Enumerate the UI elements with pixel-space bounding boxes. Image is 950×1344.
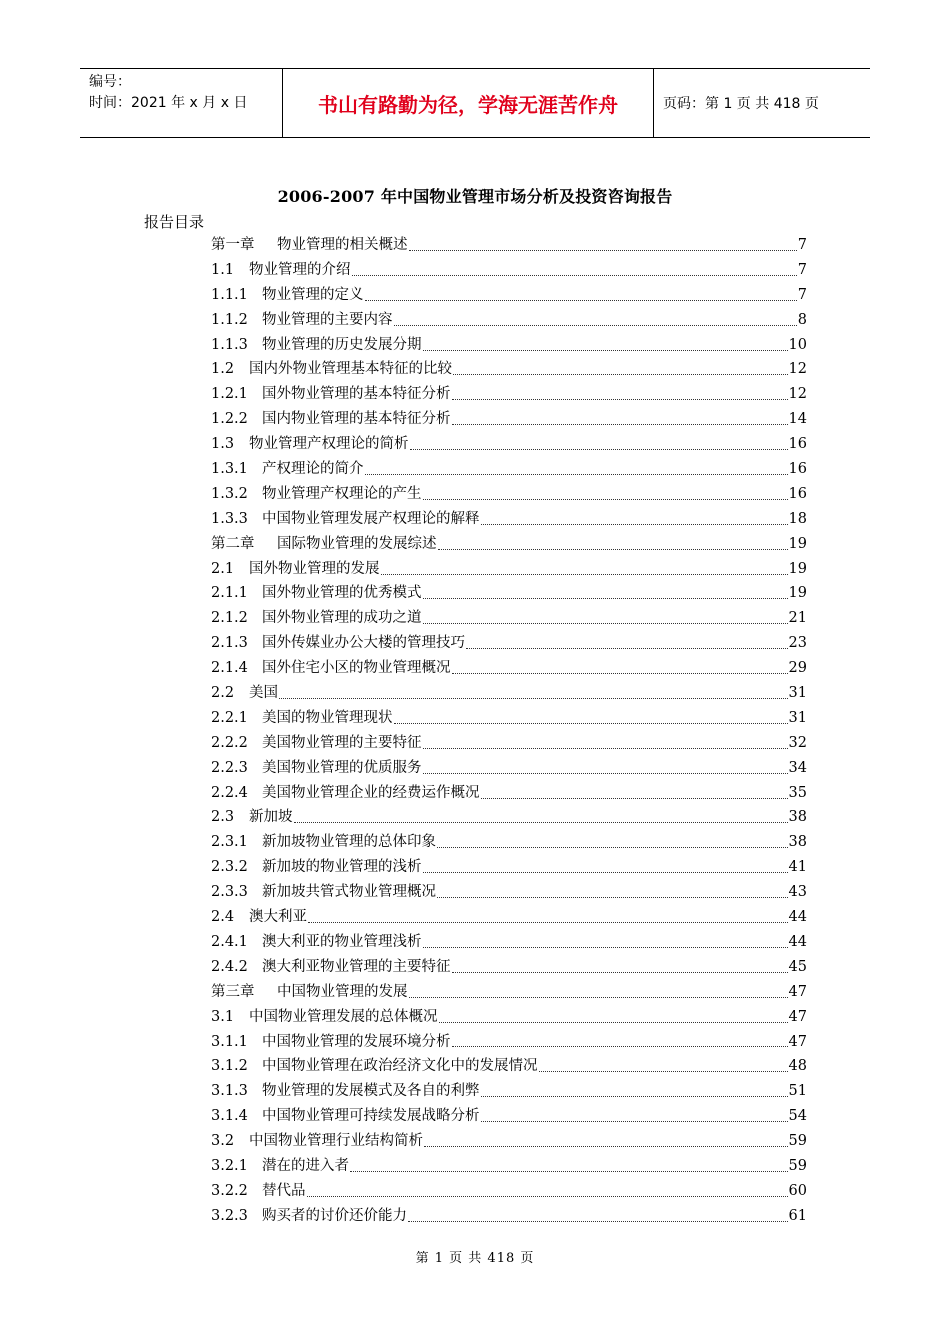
toc-entry-number: 2.3.2 [211,859,248,876]
table-of-contents [211,233,807,1229]
toc-entry-title: 替代品 [262,1182,306,1199]
toc-entry-page: 29 [788,660,807,677]
toc-dot-leader [481,798,788,799]
toc-entry-number: 1.3.2 [211,485,248,502]
toc-entry-title: 产权理论的简介 [262,461,364,478]
toc-entry[interactable] [211,308,807,333]
toc-entry[interactable] [211,1030,807,1055]
toc-entry-page: 38 [788,834,807,851]
toc-dot-leader [350,1171,788,1172]
toc-dot-leader [452,399,788,400]
toc-entry[interactable] [211,1005,807,1030]
toc-entry-number: 2.1.2 [211,610,248,627]
toc-dot-leader [481,524,788,525]
toc-entry-number: 3.1.4 [211,1108,248,1125]
toc-entry-title: 中国物业管理在政治经济文化中的发展情况 [262,1058,538,1075]
toc-dot-leader [423,499,788,500]
toc-dot-leader [452,1046,788,1047]
toc-entry-page: 18 [788,510,807,527]
toc-entry-page: 31 [788,709,807,726]
toc-entry[interactable] [211,830,807,855]
toc-entry[interactable] [211,283,807,308]
toc-entry[interactable] [211,656,807,681]
toc-entry-page: 54 [788,1108,807,1125]
toc-dot-leader [452,972,788,973]
toc-entry-title: 美国物业管理企业的经费运作概况 [262,784,480,801]
toc-entry-title: 中国物业管理的发展环境分析 [262,1033,451,1050]
toc-entry-title: 中国物业管理发展产权理论的解释 [262,510,480,527]
toc-entry[interactable] [211,880,807,905]
toc-entry-page: 16 [788,461,807,478]
toc-dot-leader [279,698,788,699]
toc-entry-number: 2.2.3 [211,759,248,776]
toc-entry-number: 2.3.3 [211,884,248,901]
toc-dot-leader [539,1071,788,1072]
toc-entry-number: 3.1.3 [211,1083,248,1100]
toc-entry-title: 物业管理的历史发展分期 [262,336,422,353]
toc-entry[interactable] [211,781,807,806]
toc-entry-page: 51 [788,1083,807,1100]
toc-entry-number: 1.3.1 [211,461,248,478]
toc-entry-page: 59 [788,1133,807,1150]
toc-dot-leader [394,723,788,724]
toc-dot-leader [439,1022,788,1023]
header-meta [80,69,282,137]
toc-entry-title: 美国物业管理的优质服务 [262,759,422,776]
header-motto: 书山有路勤为径，学海无涯苦作舟 [282,69,654,137]
toc-dot-leader [423,350,788,351]
toc-entry-title: 物业管理的介绍 [249,261,351,278]
toc-entry-page: 10 [788,336,807,353]
toc-entry-title: 国际物业管理的发展综述 [277,535,437,552]
toc-entry-page: 47 [788,983,807,1000]
toc-entry-page: 38 [788,809,807,826]
toc-entry-page: 45 [788,958,807,975]
toc-entry-title: 美国的物业管理现状 [262,709,393,726]
toc-entry[interactable] [211,805,807,830]
toc-dot-leader [423,773,788,774]
toc-entry-number: 1.2 [211,361,235,378]
toc-entry-number: 第一章 [211,237,255,253]
toc-entry-title: 物业管理的主要内容 [262,311,393,328]
toc-entry-title: 购买者的讨价还价能力 [262,1207,407,1224]
toc-entry-page: 47 [788,1008,807,1025]
toc-entry-page: 8 [797,311,807,328]
toc-entry-number: 1.1.2 [211,311,248,328]
toc-entry-title: 澳大利亚物业管理的主要特征 [262,958,451,975]
toc-entry-page: 19 [788,560,807,577]
toc-entry[interactable] [211,980,807,1005]
toc-entry-title: 中国物业管理发展的总体概况 [249,1008,438,1025]
toc-dot-leader [381,574,788,575]
date-line: 时间：2021 年 x 月 x 日 [89,95,248,111]
toc-entry-page: 48 [788,1058,807,1075]
toc-entry[interactable] [211,731,807,756]
toc-entry-page: 12 [788,386,807,403]
toc-entry-number: 第三章 [211,983,255,1000]
toc-entry-number: 2.1 [211,560,235,577]
toc-entry-number: 2.1.1 [211,585,248,602]
toc-entry-title: 国外物业管理的发展 [249,560,380,577]
toc-entry-title: 美国物业管理的主要特征 [262,734,422,751]
toc-entry-page: 7 [797,237,807,253]
toc-dot-leader [294,822,788,823]
toc-entry-page: 61 [788,1207,807,1224]
toc-entry-number: 2.4 [211,909,235,926]
toc-entry-number: 1.1.3 [211,336,248,353]
toc-entry-number: 1.3.3 [211,510,248,527]
toc-entry-number: 2.4.1 [211,933,248,950]
toc-dot-leader [394,325,797,326]
toc-entry[interactable] [211,333,807,358]
toc-dot-leader [453,374,788,375]
toc-entry-number: 1.1 [211,261,235,278]
toc-dot-leader [452,673,788,674]
toc-entry[interactable] [211,1104,807,1129]
toc-entry[interactable] [211,482,807,507]
toc-entry[interactable] [211,855,807,880]
toc-dot-leader [423,872,788,873]
toc-entry-title: 新加坡共管式物业管理概况 [262,884,436,901]
toc-entry-title: 物业管理的发展模式及各自的利弊 [262,1083,480,1100]
toc-entry-title: 美国 [249,685,278,702]
toc-dot-leader [481,1096,788,1097]
toc-entry-number: 2.1.4 [211,660,248,677]
toc-entry-number: 3.1.1 [211,1033,248,1050]
toc-entry[interactable] [211,606,807,631]
toc-entry-page: 44 [788,933,807,950]
toc-entry-number: 3.1 [211,1008,235,1025]
toc-dot-leader [438,549,788,550]
toc-entry[interactable] [211,532,807,557]
toc-entry-number: 3.2.2 [211,1182,248,1199]
toc-entry-page: 60 [788,1182,807,1199]
toc-entry-title: 新加坡的物业管理的浅析 [262,859,422,876]
toc-entry-number: 2.2.1 [211,709,248,726]
toc-entry-title: 新加坡 [249,809,293,826]
toc-entry-number: 2.4.2 [211,958,248,975]
serial-label: 编号： [89,74,131,90]
toc-entry-title: 物业管理产权理论的简析 [249,436,409,453]
toc-entry[interactable] [211,930,807,955]
toc-entry-title: 物业管理产权理论的产生 [262,485,422,502]
toc-entry[interactable] [211,581,807,606]
toc-entry-title: 国外住宅小区的物业管理概况 [262,660,451,677]
toc-entry[interactable] [211,681,807,706]
toc-dot-leader [452,424,788,425]
toc-entry-page: 7 [797,261,807,278]
toc-entry[interactable] [211,1129,807,1154]
toc-entry[interactable] [211,1079,807,1104]
toc-entry-number: 2.2.2 [211,734,248,751]
page-header [80,68,870,138]
toc-dot-leader [410,449,788,450]
toc-entry-page: 12 [788,361,807,378]
toc-heading: 报告目录 [144,213,205,231]
toc-entry[interactable] [211,258,807,283]
toc-entry-title: 澳大利亚的物业管理浅析 [262,933,422,950]
toc-entry-page: 31 [788,685,807,702]
toc-dot-leader [307,1196,788,1197]
toc-entry-number: 3.1.2 [211,1058,248,1075]
toc-entry[interactable] [211,905,807,930]
toc-entry-title: 中国物业管理行业结构简析 [249,1133,423,1150]
toc-entry-number: 2.1.3 [211,635,248,652]
toc-entry-title: 国外传媒业办公大楼的管理技巧 [262,635,465,652]
toc-entry[interactable] [211,432,807,457]
toc-entry[interactable] [211,233,807,258]
toc-entry-page: 16 [788,436,807,453]
toc-entry-number: 1.2.1 [211,386,248,403]
toc-entry[interactable] [211,507,807,532]
toc-entry-number: 2.2 [211,685,235,702]
toc-entry[interactable] [211,756,807,781]
toc-dot-leader [408,1221,788,1222]
page-footer: 第 1 页 共 418 页 [415,1251,535,1266]
toc-entry-page: 43 [788,884,807,901]
toc-entry-title: 物业管理的定义 [262,286,364,303]
toc-entry-page: 7 [797,286,807,303]
toc-dot-leader [481,1121,788,1122]
toc-dot-leader [409,250,797,251]
toc-entry[interactable] [211,955,807,980]
toc-entry-title: 国内物业管理的基本特征分析 [262,411,451,428]
toc-entry-number: 2.2.4 [211,784,248,801]
toc-dot-leader [423,748,788,749]
toc-entry[interactable] [211,557,807,582]
toc-entry[interactable] [211,1154,807,1179]
toc-entry-number: 3.2.1 [211,1157,248,1174]
toc-entry[interactable] [211,407,807,432]
toc-dot-leader [466,648,788,649]
toc-entry-title: 澳大利亚 [249,909,307,926]
header-page-info: 页码：第 1 页 共 418 页 [663,96,819,112]
toc-dot-leader [424,1146,788,1147]
toc-entry[interactable] [211,357,807,382]
toc-entry-page: 19 [788,535,807,552]
toc-entry-number: 2.3 [211,809,235,826]
document-title: 2006-2007 年中国物业管理市场分析及投资咨询报告 [277,187,673,206]
toc-entry-page: 44 [788,909,807,926]
toc-dot-leader [437,847,788,848]
toc-entry-title: 潜在的进入者 [262,1157,349,1174]
toc-dot-leader [365,474,788,475]
toc-dot-leader [423,623,788,624]
toc-entry-page: 23 [788,635,807,652]
toc-entry-page: 16 [788,485,807,502]
toc-entry-title: 物业管理的相关概述 [277,237,408,253]
toc-entry[interactable] [211,1054,807,1079]
toc-entry-page: 47 [788,1033,807,1050]
toc-entry[interactable] [211,706,807,731]
toc-entry-page: 19 [788,585,807,602]
toc-entry-page: 32 [788,734,807,751]
toc-entry-title: 国内外物业管理基本特征的比较 [249,361,452,378]
toc-entry-number: 2.3.1 [211,834,248,851]
toc-dot-leader [365,300,797,301]
toc-dot-leader [352,275,797,276]
toc-entry[interactable] [211,631,807,656]
toc-entry[interactable] [211,382,807,407]
toc-dot-leader [423,598,788,599]
toc-entry-title: 国外物业管理的优秀模式 [262,585,422,602]
toc-dot-leader [308,922,788,923]
toc-entry-number: 1.2.2 [211,411,248,428]
toc-entry-number: 3.2 [211,1133,235,1150]
toc-entry-title: 国外物业管理的成功之道 [262,610,422,627]
toc-entry-page: 59 [788,1157,807,1174]
toc-dot-leader [409,997,788,998]
toc-entry-number: 1.3 [211,436,235,453]
toc-entry-page: 14 [788,411,807,428]
toc-entry-page: 35 [788,784,807,801]
toc-entry-page: 34 [788,759,807,776]
toc-entry[interactable] [211,1204,807,1229]
toc-dot-leader [423,947,788,948]
toc-entry-page: 41 [788,859,807,876]
toc-entry-title: 国外物业管理的基本特征分析 [262,386,451,403]
toc-entry-page: 21 [788,610,807,627]
toc-entry-title: 新加坡物业管理的总体印象 [262,834,436,851]
toc-entry-number: 3.2.3 [211,1207,248,1224]
toc-entry[interactable] [211,1179,807,1204]
toc-entry[interactable] [211,457,807,482]
toc-entry-title: 中国物业管理的发展 [277,983,408,1000]
toc-dot-leader [437,897,788,898]
toc-entry-title: 中国物业管理可持续发展战略分析 [262,1108,480,1125]
toc-entry-number: 第二章 [211,535,255,552]
toc-entry-number: 1.1.1 [211,286,248,303]
